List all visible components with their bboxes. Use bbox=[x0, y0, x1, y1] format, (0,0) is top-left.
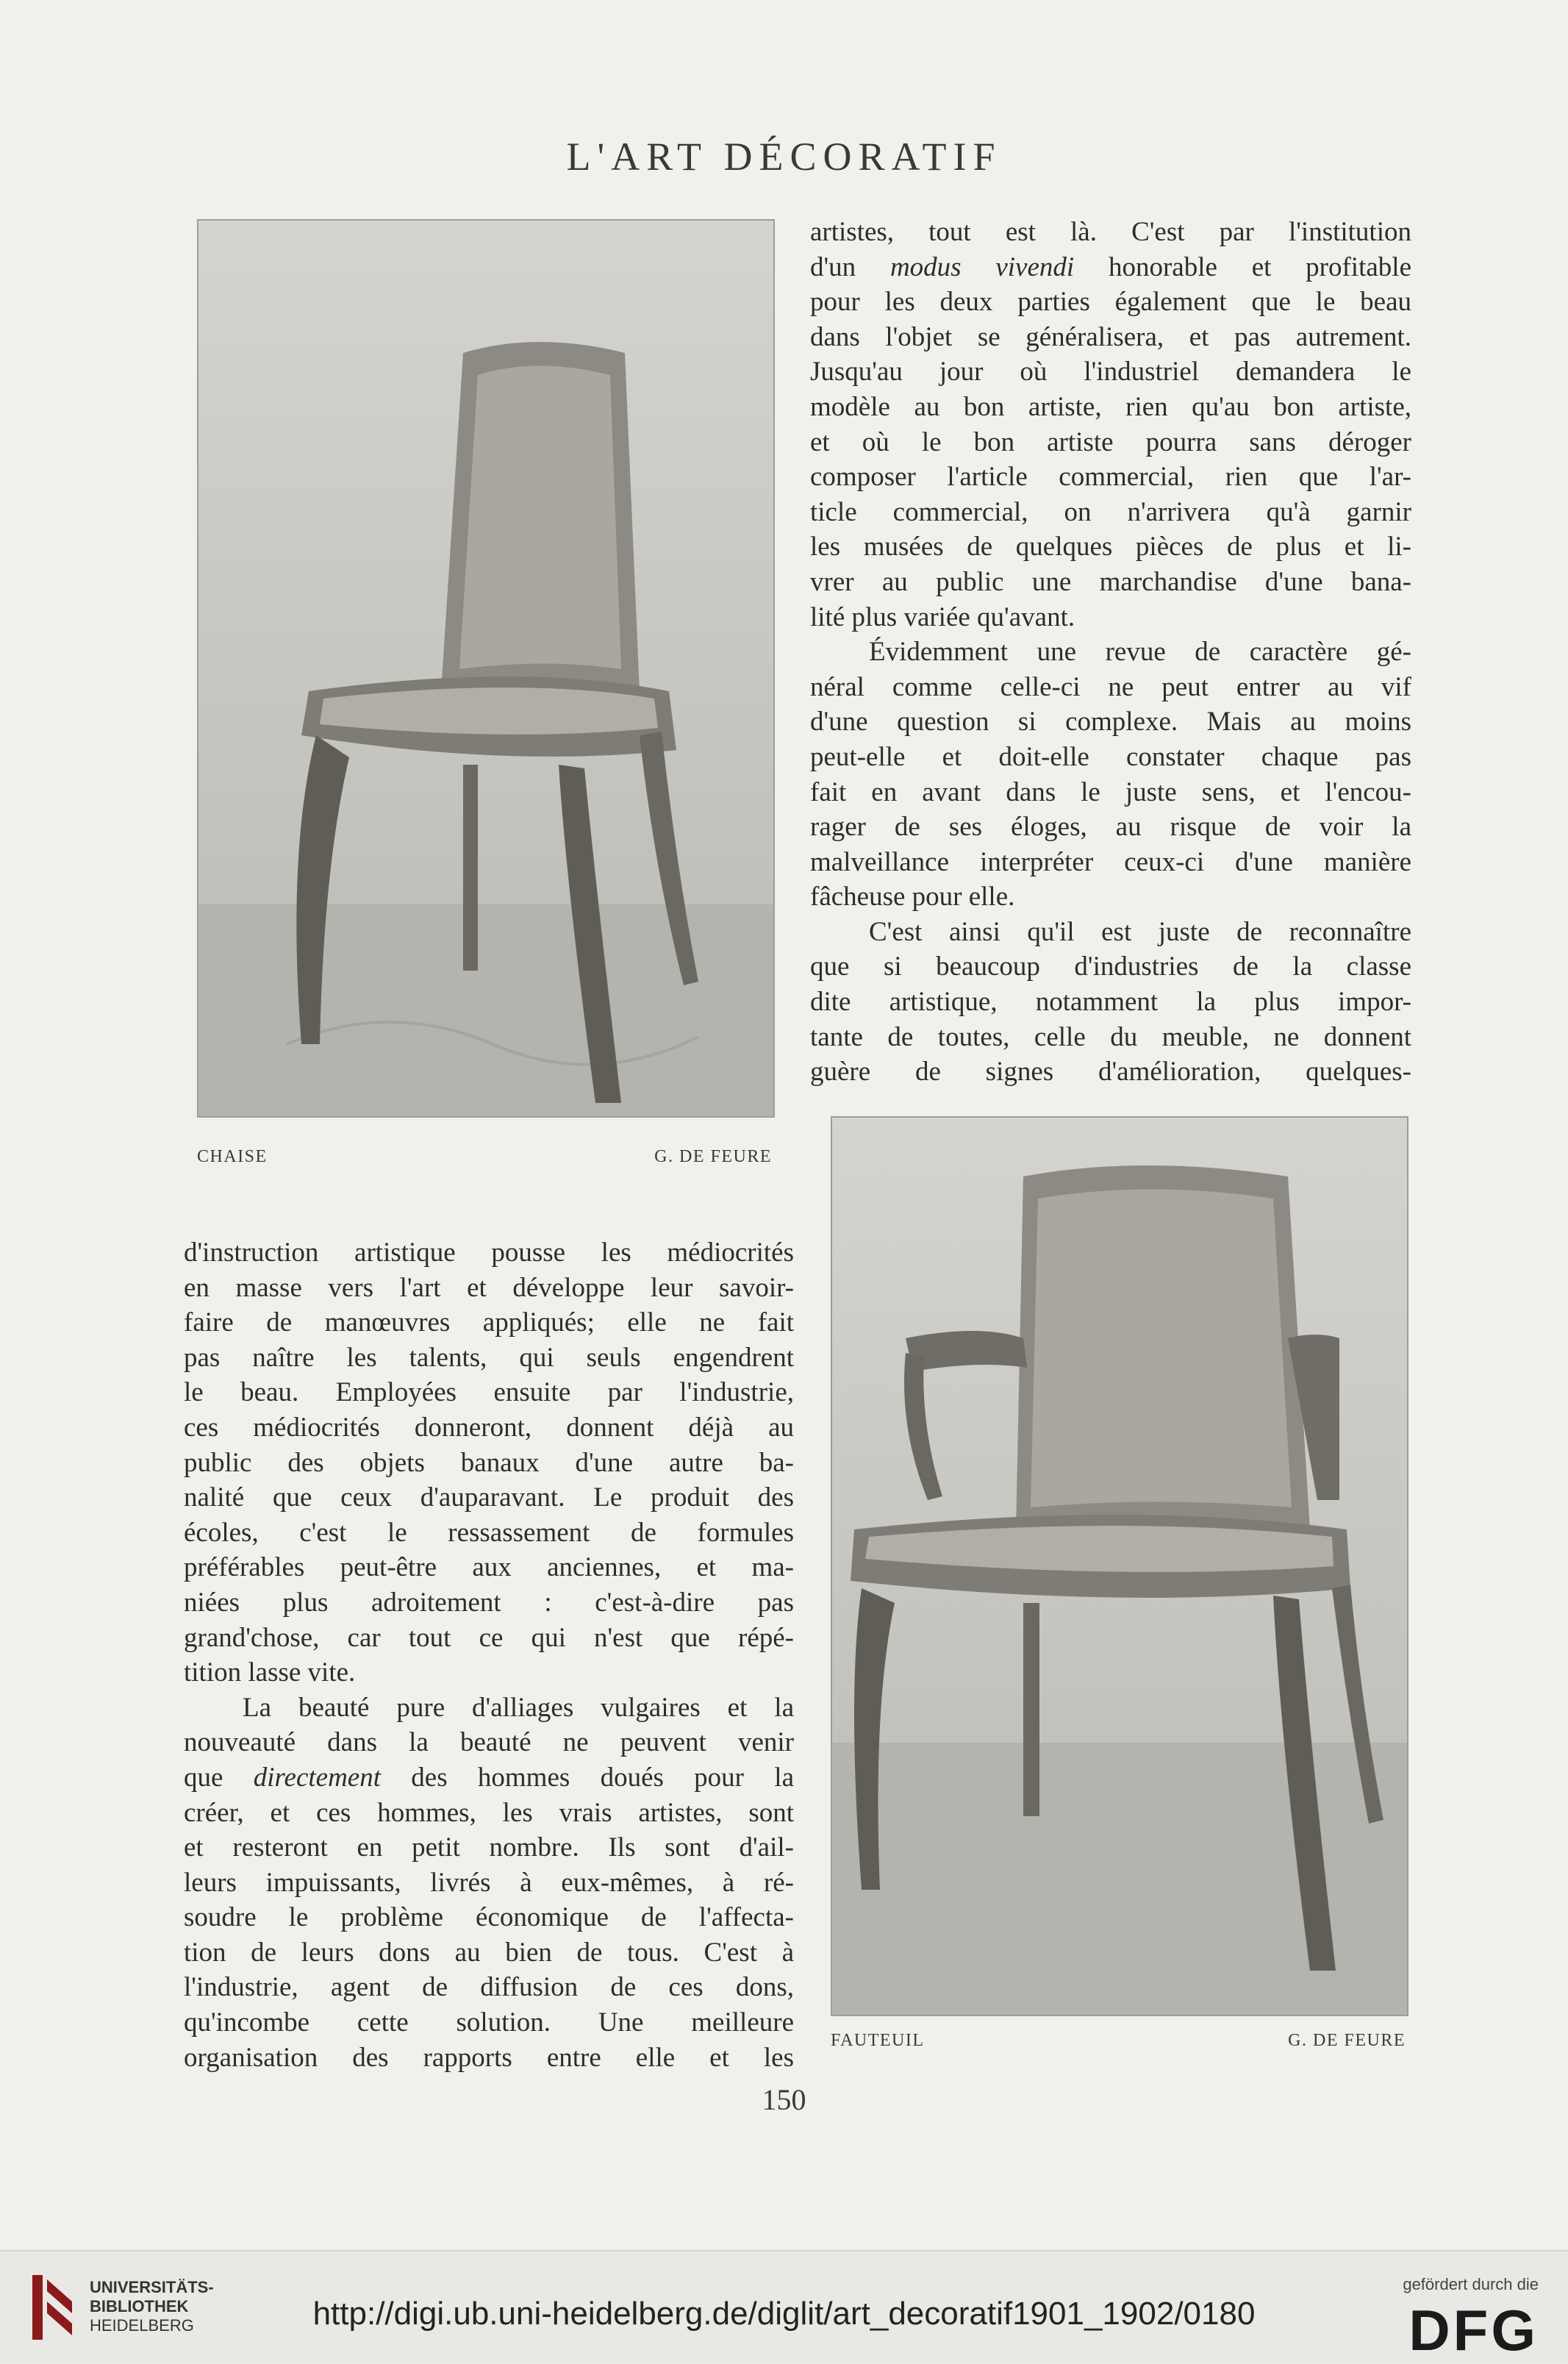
dfg-logo: DFG bbox=[1408, 2298, 1539, 2363]
text-line: La beauté pure d'alliages vulgaires et la bbox=[243, 1692, 794, 1723]
text-line: que si beaucoup d'industries de la classe bbox=[810, 951, 1411, 982]
chair-caption-credit: G. DE FEURE bbox=[654, 1147, 772, 1166]
text-line: pas naître les talents, qui seuls engendrent bbox=[184, 1342, 794, 1373]
armchair-illustration bbox=[832, 1118, 1407, 2015]
left-column-text bbox=[184, 1235, 794, 2075]
text-line: modèle au bon artiste, rien qu'au bon artiste, bbox=[810, 391, 1411, 422]
text-line: qu'incombe cette solution. Une meilleure bbox=[184, 2007, 794, 2038]
text-line: les musées de quelques pièces de plus et li- bbox=[810, 532, 1411, 563]
text-line: organisation des rapports entre elle et les bbox=[184, 2042, 794, 2073]
text-line: soudre le problème économique de l'affecta- bbox=[184, 1902, 794, 1933]
text-line: niées plus adroitement : c'est-à-dire pas bbox=[184, 1587, 794, 1618]
armchair-caption bbox=[831, 2031, 1406, 2051]
text-line: que directement des hommes doués pour la bbox=[184, 1762, 794, 1793]
running-header: L'ART DÉCORATIF bbox=[566, 135, 1002, 179]
footer-bar bbox=[0, 2250, 1568, 2363]
armchair-caption-title: FAUTEUIL bbox=[831, 2031, 925, 2050]
text-line: dite artistique, notamment la plus impor- bbox=[810, 987, 1411, 1018]
armchair-caption-credit: G. DE FEURE bbox=[1288, 2031, 1406, 2050]
text-line: dans l'objet se généralisera, et pas autrement. bbox=[810, 321, 1411, 352]
chair-caption bbox=[197, 1147, 772, 1167]
text-line: néral comme celle-ci ne peut entrer au vif bbox=[810, 671, 1411, 702]
text-line: Jusqu'au jour où l'industriel demandera le bbox=[810, 357, 1411, 388]
text-line: rager de ses éloges, au risque de voir la bbox=[810, 812, 1411, 843]
text-line: tante de toutes, celle du meuble, ne donnent bbox=[810, 1021, 1411, 1052]
institution-name: UNIVERSITÄTS- BIBLIOTHEK HEIDELBERG bbox=[90, 2278, 214, 2335]
text-line: fait en avant dans le juste sens, et l'encou- bbox=[810, 776, 1411, 807]
text-line: Évidemment une revue de caractère gé- bbox=[869, 637, 1411, 668]
text-line: lité plus variée qu'avant. bbox=[810, 601, 1075, 632]
text-line: et où le bon artiste pourra sans déroger bbox=[810, 426, 1411, 457]
funded-by-text: gefördert durch die bbox=[1403, 2275, 1539, 2293]
text-line: C'est ainsi qu'il est juste de reconnaître bbox=[869, 916, 1411, 947]
italic-phrase: directement bbox=[253, 1762, 381, 1793]
text-line: peut-elle et doit-elle constater chaque pas bbox=[810, 741, 1411, 772]
chair-photo bbox=[197, 219, 775, 1118]
text-line: nalité que ceux d'auparavant. Le produit des bbox=[184, 1482, 794, 1513]
right-column-text bbox=[810, 215, 1411, 1090]
text-line: guère de signes d'amélioration, quelques- bbox=[810, 1057, 1411, 1088]
text-line: composer l'article commercial, rien que l'ar- bbox=[810, 462, 1411, 493]
text-line: tion de leurs dons au bien de tous. C'est à bbox=[184, 1937, 794, 1968]
text-line: leurs impuissants, livrés à eux-mêmes, à ré- bbox=[184, 1867, 794, 1898]
chair-illustration bbox=[198, 221, 773, 1116]
text-line: pour les deux parties également que le beau bbox=[810, 287, 1411, 318]
text-line: et resteront en petit nombre. Ils sont d'ail- bbox=[184, 1832, 794, 1863]
text-line: vrer au public une marchandise d'une bana- bbox=[810, 566, 1411, 597]
text-line: tition lasse vite. bbox=[184, 1657, 356, 1688]
text-line: écoles, c'est le ressassement de formules bbox=[184, 1517, 794, 1548]
armchair-photo bbox=[831, 1116, 1408, 2016]
page-number: 150 bbox=[762, 2083, 806, 2116]
text-line: malveillance interpréter ceux-ci d'une manière bbox=[810, 846, 1411, 877]
text-line: le beau. Employées ensuite par l'industrie, bbox=[184, 1377, 794, 1408]
text-line: ces médiocrités donneront, donnent déjà au bbox=[184, 1412, 794, 1443]
text-line: d'une question si complexe. Mais au moins bbox=[810, 707, 1411, 738]
text-line: d'instruction artistique pousse les médiocrités bbox=[184, 1238, 794, 1268]
text-line: faire de manœuvres appliqués; elle ne fait bbox=[184, 1307, 794, 1338]
text-line: d'un modus vivendi honorable et profitable bbox=[810, 251, 1411, 282]
italic-phrase: modus vivendi bbox=[889, 251, 1075, 282]
text-line: public des objets banaux d'une autre ba- bbox=[184, 1447, 794, 1478]
text-line: nouveauté dans la beauté ne peuvent venir bbox=[184, 1727, 794, 1758]
text-line: grand'chose, car tout ce qui n'est que répé- bbox=[184, 1622, 794, 1653]
chair-caption-title: CHAISE bbox=[197, 1147, 268, 1166]
text-line: fâcheuse pour elle. bbox=[810, 882, 1015, 913]
text-line: en masse vers l'art et développe leur savoir- bbox=[184, 1272, 794, 1303]
text-line: préférables peut-être aux anciennes, et ma- bbox=[184, 1552, 794, 1583]
text-line: ticle commercial, on n'arrivera qu'à garnir bbox=[810, 496, 1411, 527]
source-url[interactable]: http://digi.ub.uni-heidelberg.de/diglit/art_decoratif1901_1902/0180 bbox=[312, 2296, 1256, 2332]
text-line: artistes, tout est là. C'est par l'institution bbox=[810, 217, 1411, 247]
text-line: créer, et ces hommes, les vrais artistes, sont bbox=[184, 1797, 794, 1828]
text-line: l'industrie, agent de diffusion de ces dons, bbox=[184, 1972, 794, 2003]
